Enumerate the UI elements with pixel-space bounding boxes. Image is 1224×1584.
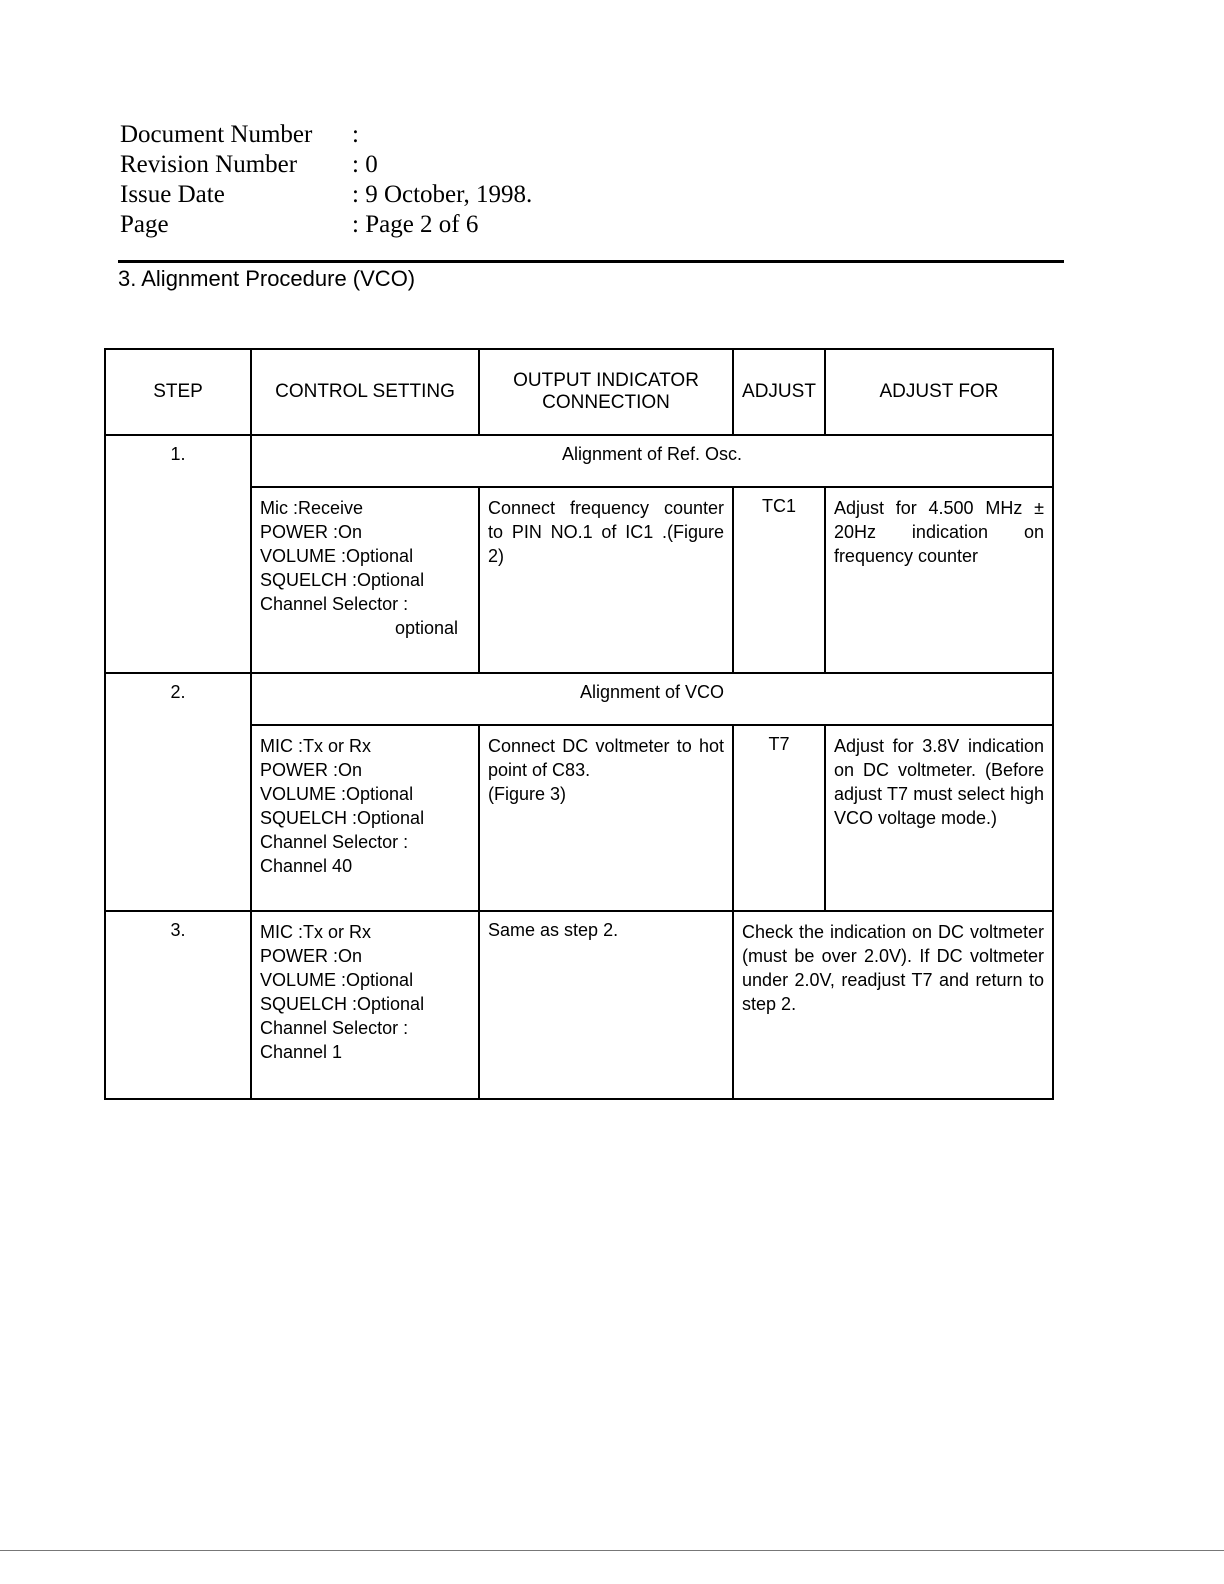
step2-number: 2. xyxy=(105,673,251,911)
page-value: : Page 2 of 6 xyxy=(352,211,479,238)
header-divider xyxy=(118,260,1064,263)
revision-number-label: Revision Number xyxy=(120,151,298,178)
document-header xyxy=(120,120,532,240)
header-adjust: ADJUST xyxy=(733,349,825,435)
header-control-setting: CONTROL SETTING xyxy=(251,349,479,435)
step2-control-line: MIC :Tx or Rx xyxy=(260,736,371,756)
step3-control-line: SQUELCH :Optional xyxy=(260,994,425,1014)
step2-control-line: POWER :On xyxy=(260,760,363,780)
step2-subheading-row xyxy=(105,673,1053,725)
step3-control-setting xyxy=(251,911,479,1099)
revision-number-row xyxy=(120,150,532,180)
step1-adjust-for: Adjust for 4.500 MHz ± 20Hz indication on frequency counter xyxy=(825,487,1053,673)
step1-control-line: SQUELCH :Optional xyxy=(260,570,425,590)
page-row xyxy=(120,210,532,240)
step2-output-line: (Figure 3) xyxy=(488,784,567,804)
step2-control-setting xyxy=(251,725,479,911)
step2-adjust: T7 xyxy=(733,725,825,911)
step3-control-line: Channel Selector : xyxy=(260,1018,409,1038)
step2-subheading: Alignment of VCO xyxy=(251,673,1053,725)
step3-control-line: Channel 1 xyxy=(260,1042,343,1062)
step1-control-line: POWER :On xyxy=(260,522,363,542)
header-step: STEP xyxy=(105,349,251,435)
table-header-row xyxy=(105,349,1053,435)
document-number-row xyxy=(120,120,532,150)
step1-control-line: Mic :Receive xyxy=(260,498,364,518)
section-title: 3. Alignment Procedure (VCO) xyxy=(118,266,416,291)
step1-adjust: TC1 xyxy=(733,487,825,673)
step1-subheading-row xyxy=(105,435,1053,487)
header-output-indicator: OUTPUT INDICATOR CONNECTION xyxy=(479,349,733,435)
document-number-label: Document Number xyxy=(120,121,313,148)
step1-subheading: Alignment of Ref. Osc. xyxy=(251,435,1053,487)
step2-control-line: SQUELCH :Optional xyxy=(260,808,425,828)
issue-date-value: : 9 October, 1998. xyxy=(352,181,533,208)
step1-control-line: Channel Selector : xyxy=(260,594,409,614)
page-label: Page xyxy=(120,211,169,238)
issue-date-label: Issue Date xyxy=(120,181,225,208)
issue-date-row xyxy=(120,180,532,210)
step2-control-line: VOLUME :Optional xyxy=(260,784,414,804)
step2-control-line: Channel 40 xyxy=(260,856,353,876)
step2-control-line: Channel Selector : xyxy=(260,832,409,852)
step2-output-indicator xyxy=(479,725,733,911)
step1-number: 1. xyxy=(105,435,251,673)
document-number-value: : xyxy=(352,121,359,148)
revision-number-value: : 0 xyxy=(352,151,378,178)
page-bottom-edge xyxy=(0,1550,1224,1551)
step3-control-line: POWER :On xyxy=(260,946,363,966)
step3-body-row xyxy=(105,911,1053,1099)
step2-adjust-for: Adjust for 3.8V indication on DC voltmeter. (Before adjust T7 must select high VCO voltage mode.) xyxy=(825,725,1053,911)
step3-control-line: MIC :Tx or Rx xyxy=(260,922,371,942)
step1-control-setting xyxy=(251,487,479,673)
alignment-procedure-table xyxy=(104,348,1054,1100)
header-adjust-for: ADJUST FOR xyxy=(825,349,1053,435)
step3-adjust-for: Check the indication on DC voltmeter (must be over 2.0V). If DC voltmeter under 2.0V, readjust T7 and return to step 2. xyxy=(733,911,1053,1099)
step2-output-line: Connect DC voltmeter to hot point of C83. xyxy=(488,736,725,780)
step3-number: 3. xyxy=(105,911,251,1099)
step1-control-line: optional xyxy=(394,618,459,638)
step1-control-line: VOLUME :Optional xyxy=(260,546,414,566)
step1-output-indicator: Connect frequency counter to PIN NO.1 of IC1 .(Figure 2) xyxy=(479,487,733,673)
step3-control-line: VOLUME :Optional xyxy=(260,970,414,990)
step3-output-indicator: Same as step 2. xyxy=(479,911,733,1099)
